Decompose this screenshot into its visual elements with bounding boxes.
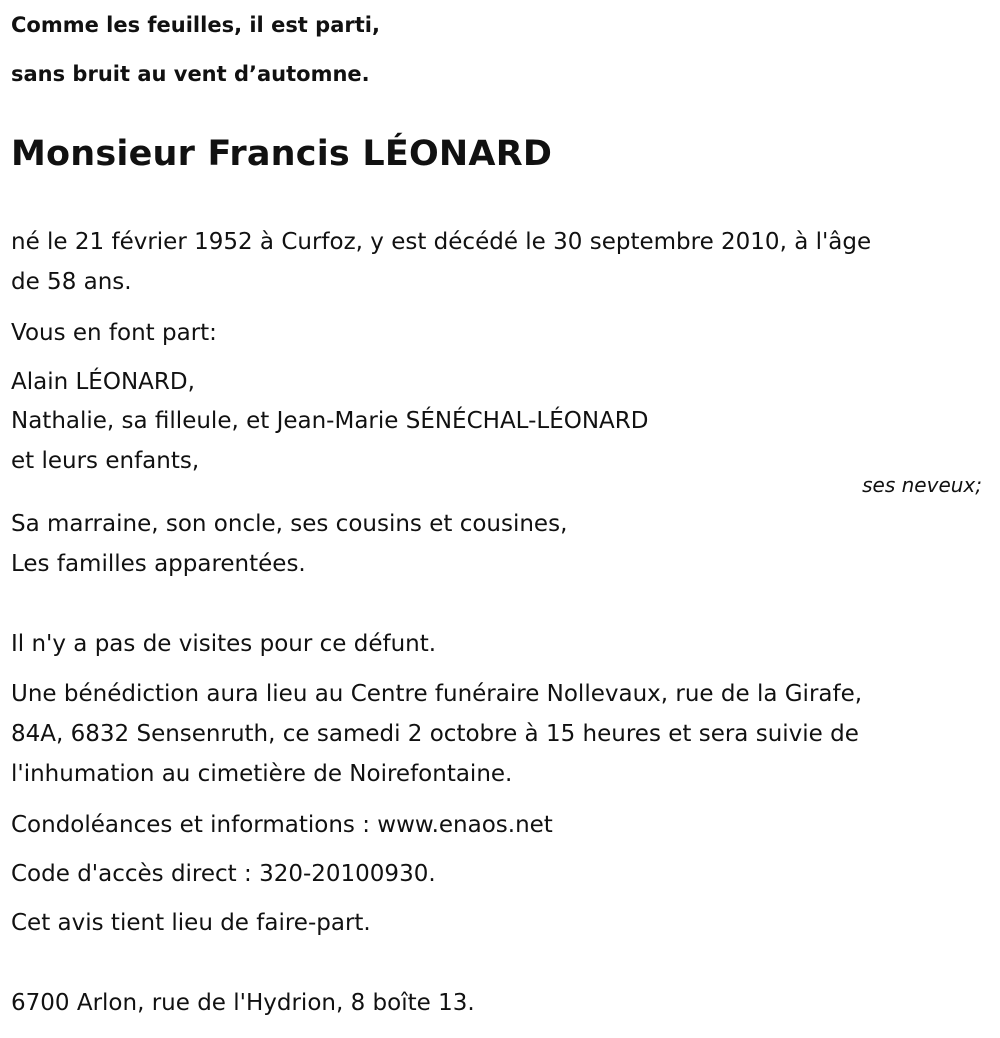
ceremony-line-3: l'inhumation au cimetière de Noirefontaine. bbox=[11, 761, 513, 787]
access-code: Code d'accès direct : 320-20100930. bbox=[11, 861, 436, 887]
verse-line-1: Comme les feuilles, il est parti, bbox=[11, 13, 380, 37]
visits-note: Il n'y a pas de visites pour ce défunt. bbox=[11, 631, 437, 657]
deceased-name: Monsieur Francis LÉONARD bbox=[11, 134, 553, 174]
family-line-2: Nathalie, sa filleule, et Jean-Marie SÉNÉCHAL-LÉONARD bbox=[11, 408, 649, 434]
family-line-5: Les familles apparentées. bbox=[11, 551, 306, 577]
family-address: 6700 Arlon, rue de l'Hydrion, 8 boîte 13. bbox=[11, 990, 475, 1016]
birth-death-line-2: de 58 ans. bbox=[11, 269, 132, 295]
announcement-intro: Vous en font part: bbox=[11, 320, 217, 346]
condolences-info: Condoléances et informations : www.enaos.net bbox=[11, 812, 553, 838]
verse-line-2: sans bruit au vent d’automne. bbox=[11, 62, 370, 86]
ceremony-line-1: Une bénédiction aura lieu au Centre funéraire Nollevaux, rue de la Girafe, bbox=[11, 681, 863, 707]
ceremony-line-2: 84A, 6832 Sensenruth, ce samedi 2 octobre à 15 heures et sera suivie de bbox=[11, 721, 859, 747]
family-line-1: Alain LÉONARD, bbox=[11, 369, 195, 395]
birth-death-line-1: né le 21 février 1952 à Curfoz, y est décédé le 30 septembre 2010, à l'âge bbox=[11, 229, 872, 255]
family-line-3: et leurs enfants, bbox=[11, 448, 200, 474]
family-line-4: Sa marraine, son oncle, ses cousins et cousines, bbox=[11, 511, 568, 537]
family-role-note: ses neveux; bbox=[862, 473, 982, 497]
notice-text: Cet avis tient lieu de faire-part. bbox=[11, 910, 371, 936]
